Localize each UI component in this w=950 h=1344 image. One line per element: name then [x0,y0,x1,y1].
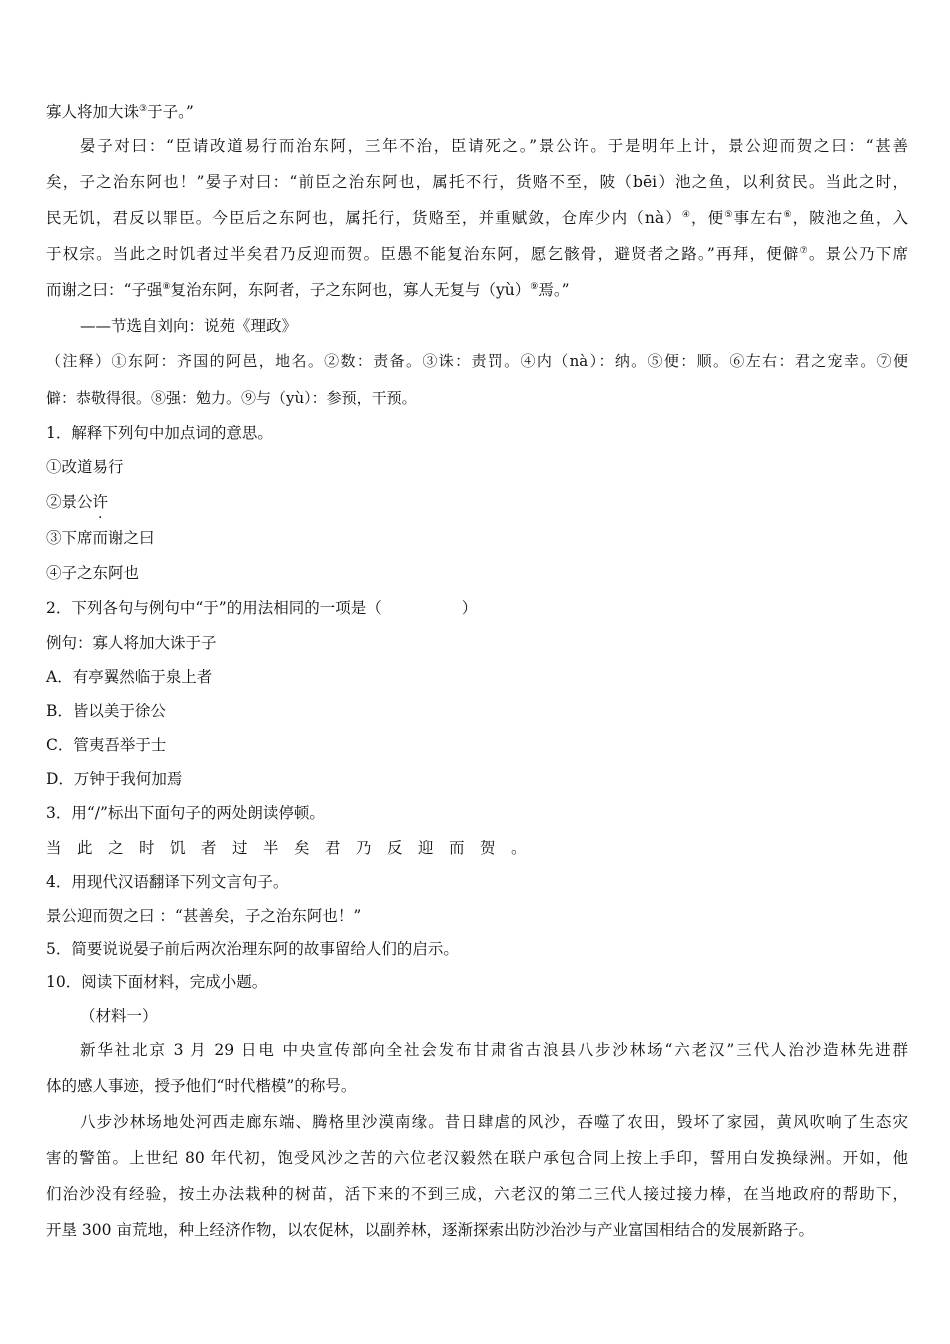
passage-line: 晏子对曰：“臣请改道易行而治东阿，三年不治，臣请死之。”景公许。于是明年上计，景公迎而贺之曰：“甚善 [80,137,908,155]
material-line: 八步沙林场地处河西走廊东端、腾格里沙漠南缘。昔日肆虐的风沙，吞噬了农田，毁坏了家园，黄风吹响了生态灾 [80,1113,908,1131]
question-1: 1．解释下列句中加点词的意思。 [46,424,273,442]
passage-line: 民无饥，君反以罪臣。今臣后之东阿也，属托行，货赂至，并重赋敛，仓库少内（nà）④，便⑤事左右⑥，陂池之鱼，入 [46,209,908,227]
material-line: 们治沙没有经验，按土办法栽种的树苗，活下来的不到三成，六老汉的第二三代人接过接力棒，在当地政府的帮助下， [46,1185,908,1203]
option-a: A．有亭翼然临于泉上者 [46,668,213,686]
question-1-item-a: ①改道易行 [46,458,124,476]
option-c: C．管夷吾举于士 [46,736,167,754]
annotation-line: 僻：恭敬得很。⑧强：勉力。⑨与（yù）：参预，干预。 [46,389,417,407]
question-3: 3．用“/”标出下面句子的两处朗读停顿。 [46,804,325,822]
dotted-word: 谢 [108,529,124,547]
question-5: 5．简要说说晏子前后两次治理东阿的故事留给人们的启示。 [46,940,459,958]
question-10: 10．阅读下面材料，完成小题。 [46,973,268,991]
question-2: 2．下列各句与例句中“于”的用法相同的一项是（ ） [46,599,478,617]
question-4-sentence: 景公迎而贺之曰 ：“甚善矣，子之治东阿也！” [46,907,362,925]
material-heading: （材料一） [80,1007,158,1025]
question-2-example: 例句：寡人将加大诛于子 [46,634,217,652]
option-b: B．皆以美于徐公 [46,702,166,720]
material-line: 开垦 300 亩荒地，种上经济作物，以农促林，以副养林，逐渐探索出防沙治沙与产业富国相结合的发展新路子。 [46,1221,814,1239]
question-1-item-b: ②景公许 [46,493,109,511]
material-line: 新华社北京 3 月 29 日电 中央宣传部向全社会发布甘肃省古浪县八步沙林场“六老汉”三代人治沙造林先进群 [80,1041,908,1059]
question-4: 4．用现代汉语翻译下列文言句子。 [46,873,289,891]
material-line: 体的感人事迹，授予他们“时代楷模”的称号。 [46,1077,357,1095]
text-line: 寡人将加大诛③于子。” [46,103,194,121]
material-line: 害的警笛。上世纪 80 年代初，饱受风沙之苦的六位老汉毅然在联户承包合同上按上手印，誓用白发换绿洲。开如，他 [46,1149,908,1167]
passage-line: 而谢之曰：“子强⑧复治东阿，东阿者，子之东阿也，寡人无复与（yù）⑨焉。” [46,281,570,299]
option-d: D．万钟于我何加焉 [46,770,183,788]
question-1-item-c: ③下席而谢之曰 [46,529,155,547]
annotation-line: （注释）①东阿：齐国的阿邑，地名。②数：责备。③诛：责罚。④内（nà）：纳。⑤便：顺。⑥左右：君之宠幸。⑦便 [46,352,908,370]
question-1-item-d: ④子之东阿也 [46,564,140,582]
passage-line: 于权宗。当此之时饥者过半矣君乃反迎而贺。臣愚不能复治东阿，愿乞骸骨，避贤者之路。”再拜，便僻⑦。景公乃下席 [46,245,908,263]
source-citation: ——节选自刘向：说苑《理政》 [80,317,298,335]
question-3-sentence: 当此之时饥者过半矣君乃反迎而贺。 [46,839,543,857]
passage-line: 矣，子之治东阿也！”晏子对曰：“前臣之治东阿也，属托不行，货赂不至，陂（bēi）池之鱼，以利贫民。当此之时， [46,173,908,191]
dotted-word: 许 [92,493,109,511]
